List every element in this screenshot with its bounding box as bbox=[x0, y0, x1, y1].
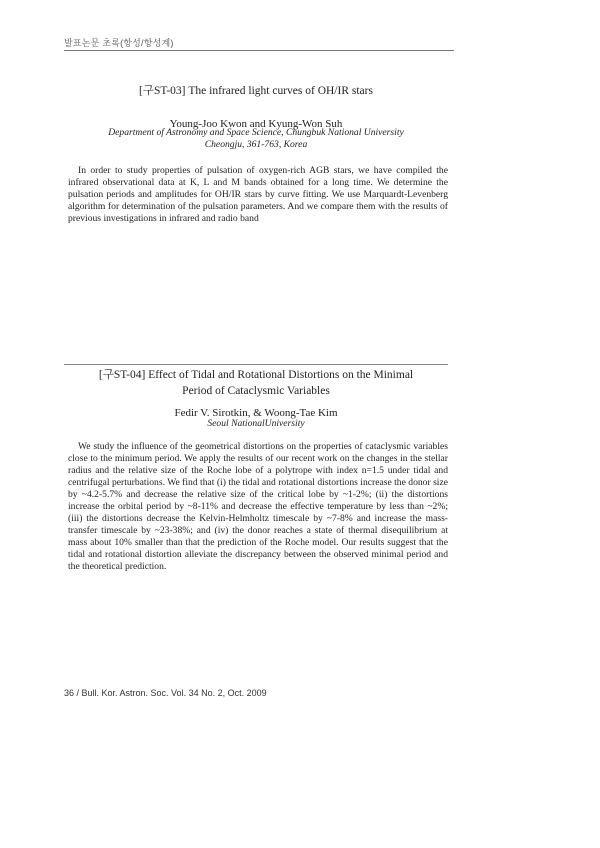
header-divider bbox=[64, 50, 454, 51]
affiliation-line: Seoul NationalUniversity bbox=[207, 418, 305, 429]
article-affiliation bbox=[64, 127, 448, 151]
article-authors: Young-Joo Kwon and Kyung-Won Suh bbox=[169, 118, 343, 130]
article-authors: Fedir V. Sirotkin, & Woong-Tae Kim bbox=[174, 407, 338, 419]
title-line: [구ST-04] Effect of Tidal and Rotational Distortions on the Minimal bbox=[98, 369, 414, 381]
article-affiliation bbox=[64, 418, 448, 430]
page-footer: 36 / Bull. Kor. Astron. Soc. Vol. 34 No. 2, Oct. 2009 bbox=[64, 688, 267, 698]
title-line: Period of Cataclysmic Variables bbox=[182, 385, 330, 397]
affiliation-line: Department of Astronomy and Space Science, Chungbuk National University bbox=[108, 127, 404, 138]
article-abstract: We study the influence of the geometrical distortions on the properties of cataclysmic variables close to the minimum period. We apply the results of our recent work on the changes in the stellar radius and the relative size of the Roche lobe of a polytrope with index n=1.5 under tidal and centrifugal perturbations. We find that (i) the tidal and rotational distortions increase the donor size by ~4.2-5.7% and decrease the relative size of the critical lobe by ~1-2%; (ii) the distortions increase the orbital period by ~8-11% and decrease the effective temperature by less than ~2%; (iii) the distortions decrease the Kelvin-Helmholtz timescale by ~7-8% and increase the mass-transfer timescale by ~23-38%; and (iv) the donor reaches a state of thermal disequilibrium at mass about 10% smaller than that the prediction of the Roche model. Our results suggest that the tidal and rotational distortion alleviate the discrepancy between the observed minimal period and the theoretical prediction. bbox=[68, 441, 448, 572]
section-divider bbox=[64, 364, 448, 365]
article-title bbox=[64, 367, 448, 399]
article-abstract: In order to study properties of pulsation of oxygen-rich AGB stars, we have compiled the infrared observational data at K, L and M bands obtained for a long time. We determine the pulsation periods and amplitudes for OH/IR stars by curve fitting. We use Marquardt-Levenberg algorithm for determination of the pulsation parameters. And we compare them with the results of previous investigations in infrared and radio band bbox=[68, 165, 448, 224]
running-header: 발표논문 초록(항성/항성계) bbox=[64, 38, 174, 48]
article-title: [구ST-03] The infrared light curves of OH/IR stars bbox=[139, 85, 373, 97]
affiliation-line: Cheongju, 361-763, Korea bbox=[204, 139, 308, 150]
